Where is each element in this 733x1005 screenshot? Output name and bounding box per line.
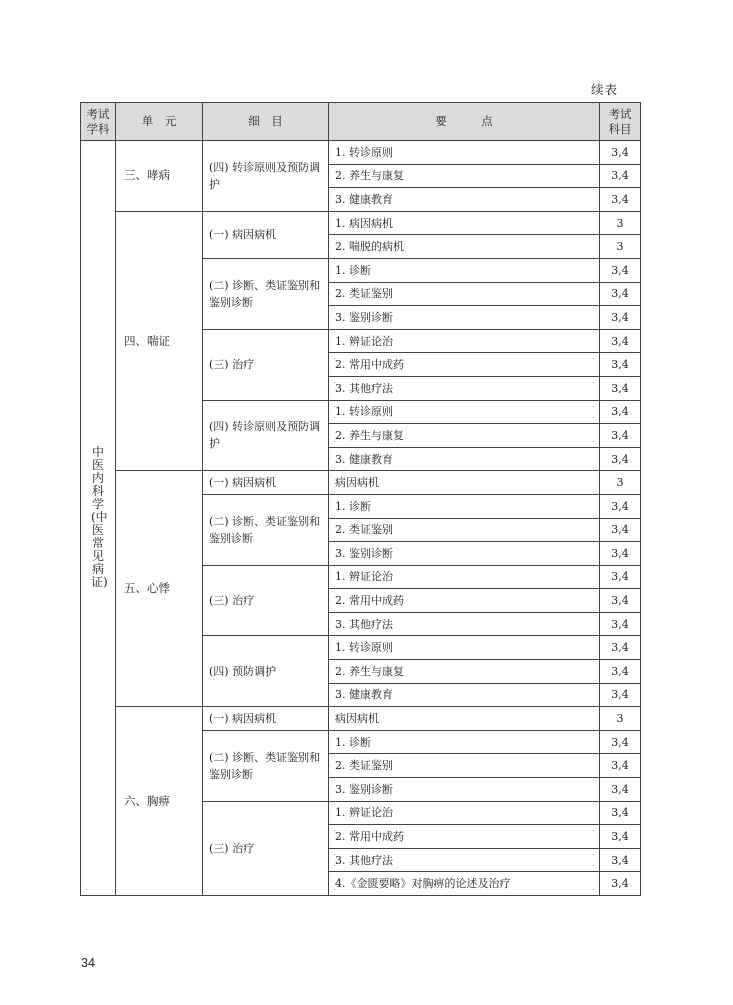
level-cell: 3,4 (600, 518, 641, 542)
point-cell: 1. 病因病机 (329, 211, 600, 235)
header-subject: 考试 学科 (81, 103, 116, 141)
level-cell: 3,4 (600, 282, 641, 306)
level-cell: 3,4 (600, 565, 641, 589)
level-cell: 3,4 (600, 636, 641, 660)
point-cell: 1. 辨证论治 (329, 565, 600, 589)
point-cell: 3. 鉴别诊断 (329, 542, 600, 566)
point-cell: 1. 辨证论治 (329, 329, 600, 353)
detail-cell: (四) 预防调护 (203, 636, 329, 707)
point-cell: 3. 其他疗法 (329, 376, 600, 400)
level-cell: 3,4 (600, 306, 641, 330)
table-row (81, 471, 641, 495)
detail-cell: (一) 病因病机 (203, 471, 329, 495)
detail-cell: (二) 诊断、类证鉴别和鉴别诊断 (203, 730, 329, 801)
point-cell: 2. 类证鉴别 (329, 518, 600, 542)
level-cell: 3,4 (600, 447, 641, 471)
point-cell: 病因病机 (329, 471, 600, 495)
level-cell: 3,4 (600, 754, 641, 778)
detail-cell: (三) 治疗 (203, 329, 329, 400)
point-cell: 3. 健康教育 (329, 447, 600, 471)
point-cell: 1. 辨证论治 (329, 801, 600, 825)
unit-cell: 三、哮病 (116, 141, 203, 212)
continuation-label: 续表 (591, 82, 619, 97)
point-cell: 3. 鉴别诊断 (329, 778, 600, 802)
level-cell: 3,4 (600, 258, 641, 282)
level-cell: 3,4 (600, 683, 641, 707)
detail-cell: (二) 诊断、类证鉴别和鉴别诊断 (203, 494, 329, 565)
level-cell: 3,4 (600, 400, 641, 424)
subject-cell (81, 141, 116, 896)
level-cell: 3,4 (600, 848, 641, 872)
level-cell: 3,4 (600, 188, 641, 212)
point-cell: 1. 诊断 (329, 258, 600, 282)
level-cell: 3 (600, 211, 641, 235)
level-cell: 3,4 (600, 141, 641, 165)
point-cell: 2. 养生与康复 (329, 660, 600, 684)
level-cell: 3,4 (600, 353, 641, 377)
point-cell: 1. 诊断 (329, 730, 600, 754)
level-cell: 3 (600, 707, 641, 731)
point-cell: 3. 健康教育 (329, 683, 600, 707)
table-row (81, 211, 641, 235)
point-cell: 2. 类证鉴别 (329, 754, 600, 778)
level-cell: 3 (600, 471, 641, 495)
level-cell: 3,4 (600, 612, 641, 636)
header-level: 考试 科目 (600, 103, 641, 141)
point-cell: 病因病机 (329, 707, 600, 731)
point-cell: 2. 养生与康复 (329, 424, 600, 448)
detail-cell: (三) 治疗 (203, 801, 329, 895)
detail-cell: (四) 转诊原则及预防调护 (203, 400, 329, 471)
point-cell: 3. 健康教育 (329, 188, 600, 212)
level-cell: 3,4 (600, 494, 641, 518)
point-cell: 2. 类证鉴别 (329, 282, 600, 306)
level-cell: 3,4 (600, 730, 641, 754)
point-cell: 1. 诊断 (329, 494, 600, 518)
page-number: 34 (81, 956, 95, 970)
unit-cell: 四、喘证 (116, 211, 203, 471)
detail-cell: (一) 病因病机 (203, 707, 329, 731)
detail-cell: (四) 转诊原则及预防调护 (203, 141, 329, 212)
point-cell: 2. 常用中成药 (329, 353, 600, 377)
header-row (81, 103, 641, 141)
point-cell: 1. 转诊原则 (329, 141, 600, 165)
header-points: 要 点 (329, 103, 600, 141)
syllabus-table (80, 102, 641, 896)
point-cell: 2. 常用中成药 (329, 825, 600, 849)
level-cell: 3,4 (600, 801, 641, 825)
table-row (81, 707, 641, 731)
level-cell: 3,4 (600, 542, 641, 566)
point-cell: 3. 其他疗法 (329, 612, 600, 636)
point-cell: 3. 其他疗法 (329, 848, 600, 872)
point-cell: 1. 转诊原则 (329, 400, 600, 424)
level-cell: 3,4 (600, 872, 641, 896)
point-cell: 3. 鉴别诊断 (329, 306, 600, 330)
point-cell: 2. 养生与康复 (329, 164, 600, 188)
point-cell: 4.《金匮要略》对胸痹的论述及治疗 (329, 872, 600, 896)
level-cell: 3,4 (600, 164, 641, 188)
point-cell: 1. 转诊原则 (329, 636, 600, 660)
level-cell: 3,4 (600, 660, 641, 684)
point-cell: 2. 常用中成药 (329, 589, 600, 613)
level-cell: 3 (600, 235, 641, 259)
point-cell: 2. 喘脱的病机 (329, 235, 600, 259)
detail-cell: (二) 诊断、类证鉴别和鉴别诊断 (203, 258, 329, 329)
level-cell: 3,4 (600, 589, 641, 613)
header-unit: 单 元 (116, 103, 203, 141)
level-cell: 3,4 (600, 376, 641, 400)
subject-label: 中医内科学(中医常见病证) (91, 445, 108, 589)
detail-cell: (一) 病因病机 (203, 211, 329, 258)
table-row (81, 141, 641, 165)
detail-cell: (三) 治疗 (203, 565, 329, 636)
table-body (81, 141, 641, 896)
unit-cell: 六、胸痹 (116, 707, 203, 896)
unit-cell: 五、心悸 (116, 471, 203, 707)
level-cell: 3,4 (600, 778, 641, 802)
level-cell: 3,4 (600, 424, 641, 448)
header-detail: 细 目 (203, 103, 329, 141)
level-cell: 3,4 (600, 825, 641, 849)
level-cell: 3,4 (600, 329, 641, 353)
